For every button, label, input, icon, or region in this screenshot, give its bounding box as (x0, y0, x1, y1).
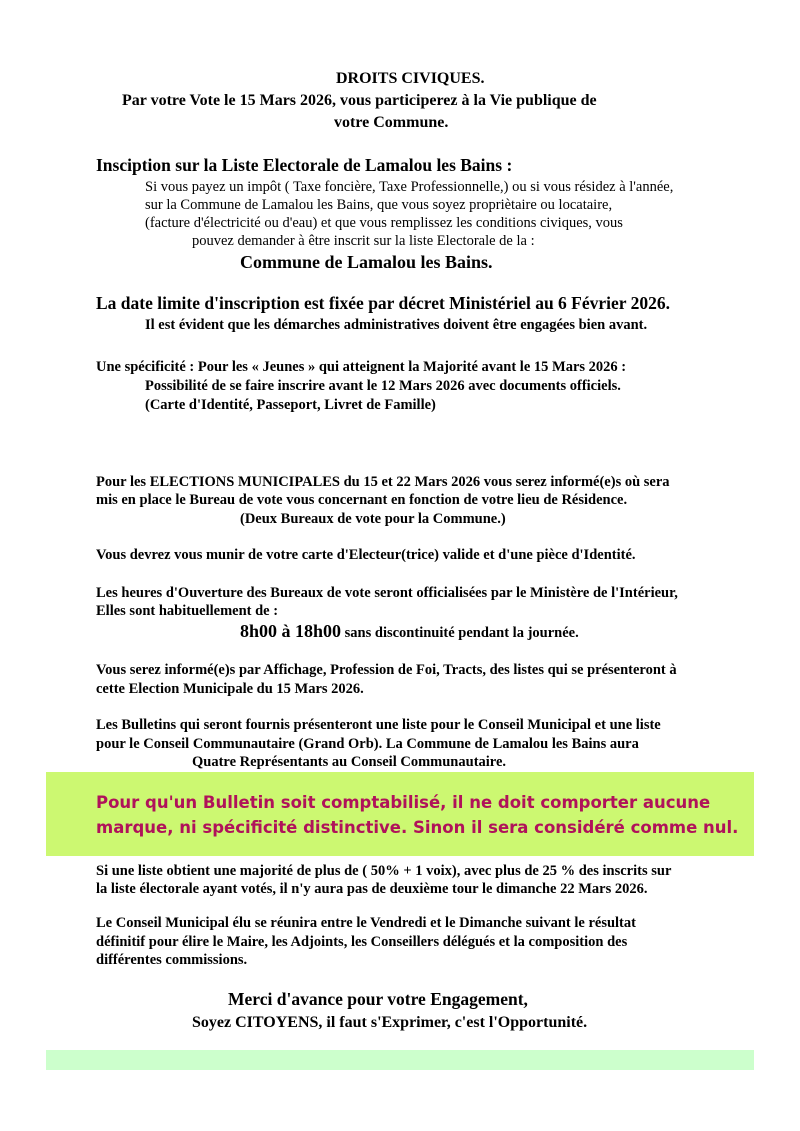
elections-line: (Deux Bureaux de vote pour la Commune.) (240, 511, 506, 527)
inscription-line: sur la Commune de Lamalou les Bains, que vous soyez propriètaire ou locataire, (145, 197, 613, 213)
closing-thanks: Merci d'avance pour votre Engagement, (228, 989, 528, 1009)
warning-highlight-box (46, 772, 754, 856)
elections-line: Pour les ELECTIONS MUNICIPALES du 15 et 22 Mars 2026 vous serez informé(e)s où sera (96, 474, 670, 490)
inscription-line: Si vous payez un impôt ( Taxe foncière, Taxe Professionnelle,) ou si vous résidez à l'année, (145, 179, 674, 195)
commune-name: Commune de Lamalou les Bains. (240, 252, 493, 272)
warning-line: marque, ni spécificité distinctive. Sinon il sera considéré comme nul. (96, 818, 739, 837)
bulletins-line: Les Bulletins qui seront fournis présenteront une liste pour le Conseil Municipal et une liste (96, 717, 661, 733)
hours-time-line (240, 622, 579, 642)
youth-line: (Carte d'Identité, Passeport, Livret de Famille) (145, 397, 436, 413)
deadline-heading: La date limite d'inscription est fixée par décret Ministériel au 6 Février 2026. (96, 293, 670, 313)
youth-line: Possibilité de se faire inscrire avant le 12 Mars 2026 avec documents officiels. (145, 378, 621, 394)
hours-line: Elles sont habituellement de : (96, 603, 279, 619)
page-title: DROITS CIVIQUES. (336, 70, 485, 87)
deadline-note: Il est évident que les démarches administratives doivent être engagées bien avant. (145, 317, 648, 333)
hours-time: 8h00 à 18h00 (240, 621, 342, 641)
page-subtitle-line1: Par votre Vote le 15 Mars 2026, vous participerez à la Vie publique de (122, 92, 597, 109)
hours-line: Les heures d'Ouverture des Bureaux de vote seront officialisées par le Ministère de l'Intérieur, (96, 585, 678, 601)
hours-time-suffix: sans discontinuité pendant la journée. (341, 625, 579, 641)
closing-citizens: Soyez CITOYENS, il faut s'Exprimer, c'est l'Opportunité. (192, 1014, 588, 1031)
youth-heading: Une spécificité : Pour les « Jeunes » qui atteignent la Majorité avant le 15 Mars 2026 : (96, 359, 627, 375)
info-line: Vous serez informé(e)s par Affichage, Profession de Foi, Tracts, des listes qui se présenteront à (96, 662, 677, 678)
footer-band (46, 1050, 754, 1070)
inscription-line: (facture d'électricité ou d'eau) et que vous remplissez les conditions civiques, vous (145, 215, 623, 231)
bulletins-line: pour le Conseil Communautaire (Grand Orb). La Commune de Lamalou les Bains aura (96, 736, 639, 752)
council-line: différentes commissions. (96, 952, 248, 968)
warning-line: Pour qu'un Bulletin soit comptabilisé, il ne doit comporter aucune (96, 793, 711, 812)
id-note: Vous devrez vous munir de votre carte d'Electeur(trice) valide et d'une pièce d'Identité. (96, 547, 636, 563)
council-line: Le Conseil Municipal élu se réunira entre le Vendredi et le Dimanche suivant le résultat (96, 915, 636, 931)
inscription-line: pouvez demander à être inscrit sur la liste Electorale de la : (192, 233, 535, 249)
bulletins-line: Quatre Représentants au Conseil Communautaire. (192, 754, 507, 770)
council-line: définitif pour élire le Maire, les Adjoints, les Conseillers délégués et la composition des (96, 934, 628, 950)
page-subtitle-line2: votre Commune. (334, 114, 449, 131)
elections-line: mis en place le Bureau de vote vous concernant en fonction de votre lieu de Résidence. (96, 492, 628, 508)
majority-line: Si une liste obtient une majorité de plus de ( 50% + 1 voix), avec plus de 25 % des inscrits sur (96, 863, 672, 879)
majority-line: la liste électorale ayant votés, il n'y aura pas de deuxième tour le dimanche 22 Mars 2026. (96, 881, 648, 897)
inscription-heading: Insciption sur la Liste Electorale de Lamalou les Bains : (96, 155, 513, 175)
info-line: cette Election Municipale du 15 Mars 2026. (96, 681, 364, 697)
